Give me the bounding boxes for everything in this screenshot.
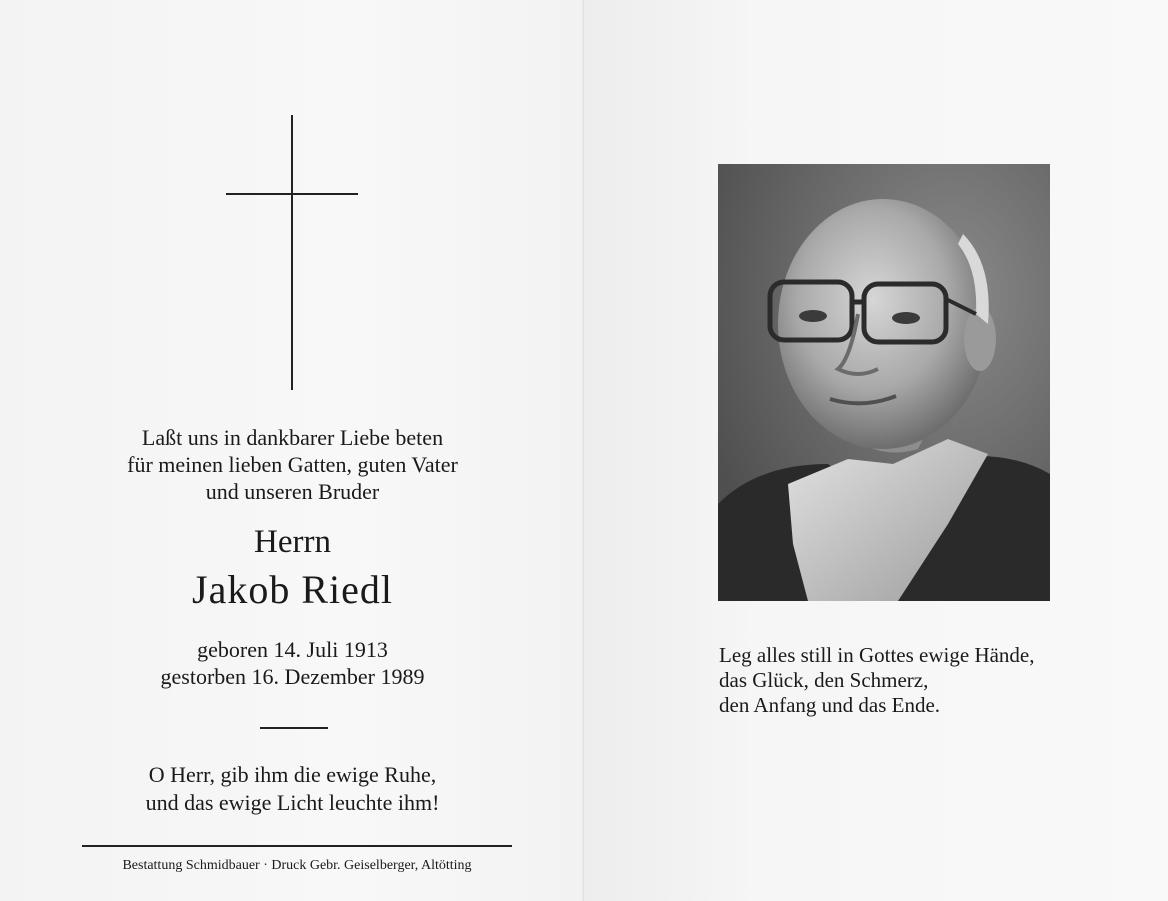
life-dates (40, 636, 545, 690)
prayer-line: O Herr, gib ihm die ewige Ruhe, (148, 762, 437, 787)
deceased-name: Jakob Riedl (192, 567, 393, 612)
intro-line: Laßt uns in dankbarer Liebe beten (141, 425, 444, 450)
verse-line: den Anfang und das Ende. (719, 693, 941, 717)
verse-text (719, 643, 1035, 718)
prayer-line: und das ewige Licht leuchte ihm! (145, 790, 440, 815)
death-date: gestorben 16. Dezember 1989 (160, 664, 425, 689)
verse-line: das Glück, den Schmerz, (719, 668, 929, 692)
intro-line: für meinen lieben Gatten, guten Vater (127, 452, 458, 477)
verse-line: Leg alles still in Gottes ewige Hände, (719, 643, 1035, 667)
portrait-photo (718, 164, 1050, 601)
footer-divider (82, 845, 512, 847)
intro-text (40, 424, 545, 505)
prayer-text (40, 761, 545, 817)
cross-icon (291, 115, 293, 390)
cross-icon-bar (226, 193, 358, 195)
divider (260, 727, 328, 729)
birth-date: geboren 14. Juli 1913 (197, 637, 388, 662)
salutation: Herrn (254, 524, 331, 560)
printer-credit: Bestattung Schmidbauer · Druck Gebr. Geiselberger, Altötting (122, 858, 472, 873)
intro-line: und unseren Bruder (205, 479, 380, 504)
